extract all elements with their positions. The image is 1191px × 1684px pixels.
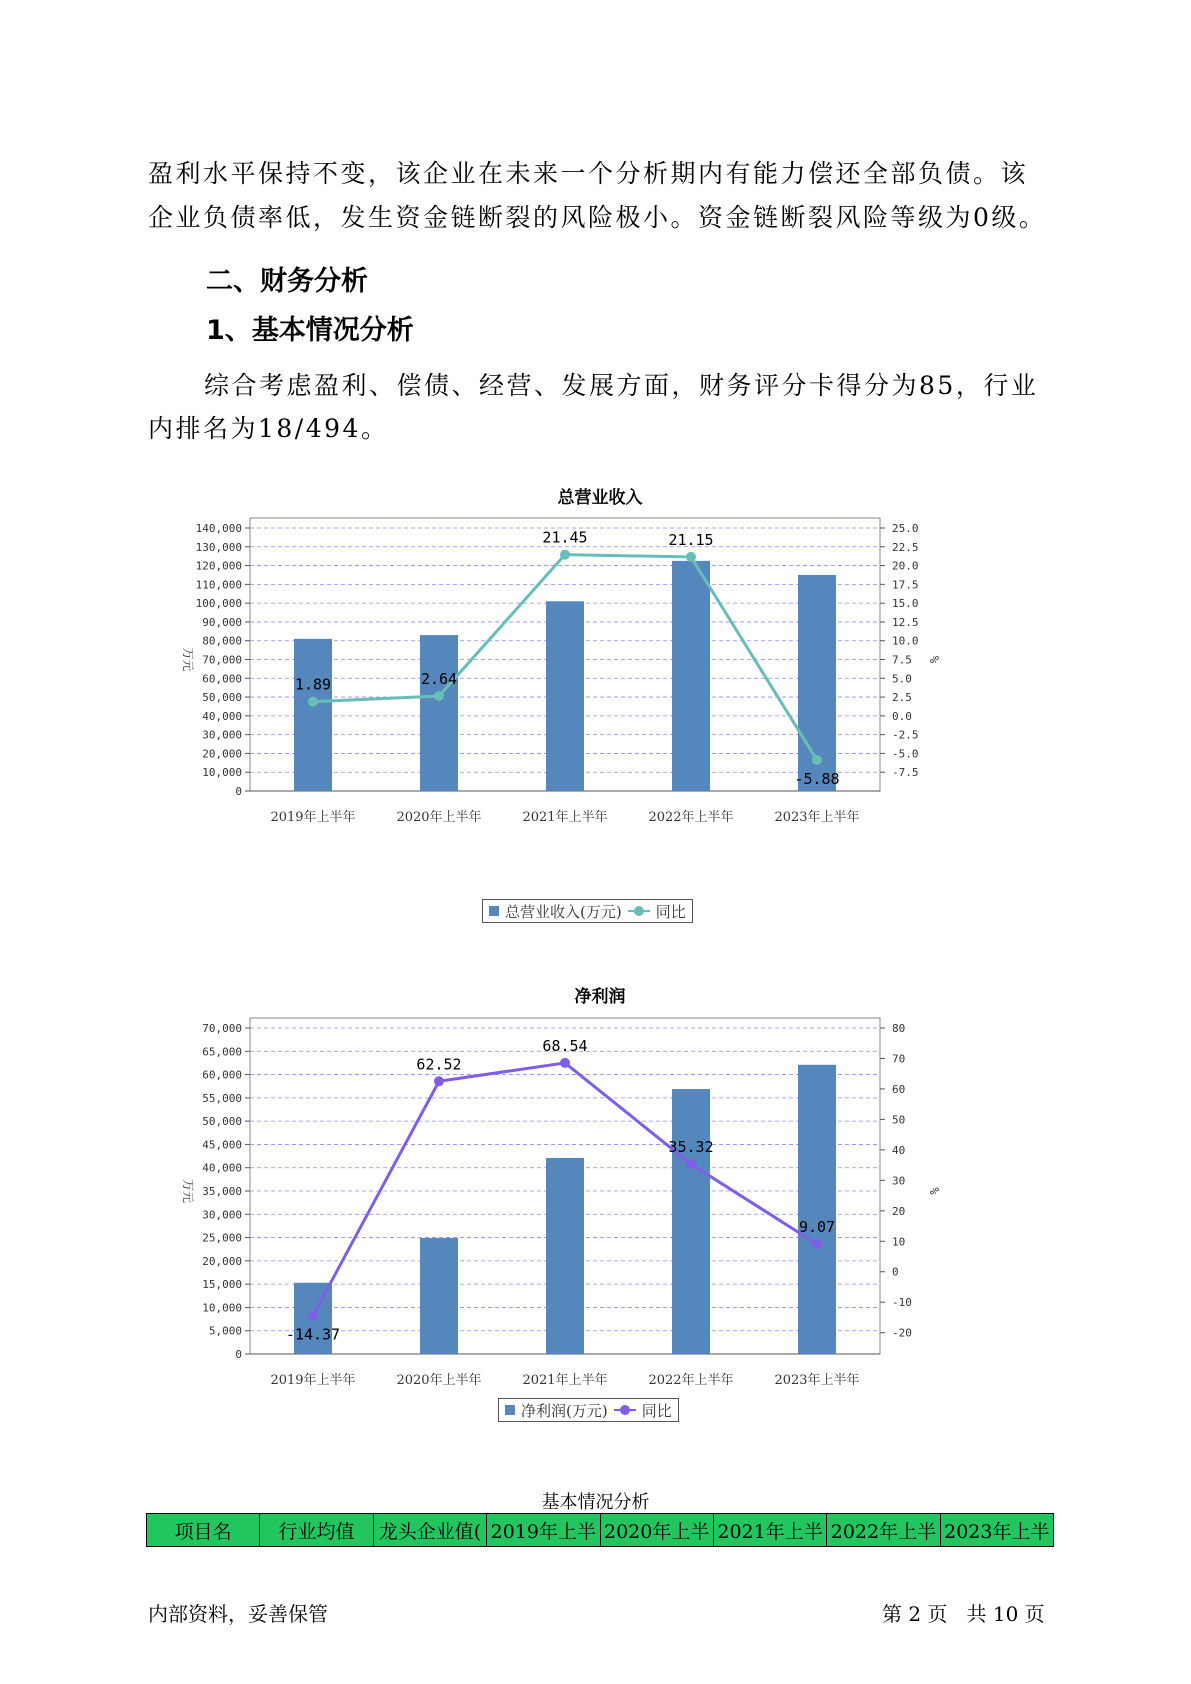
y-tick-label: 50,000 bbox=[202, 1115, 242, 1129]
footer-page-number: 第 2 页 共 10 页 bbox=[882, 1602, 1045, 1626]
y-tick-label: 60,000 bbox=[202, 672, 242, 686]
y2-tick-label: 60 bbox=[892, 1082, 906, 1096]
yoy-data-label: 21.15 bbox=[668, 530, 714, 549]
legend-bar-swatch bbox=[489, 906, 499, 916]
legend-bar-label: 净利润(万元) bbox=[521, 1401, 608, 1420]
y-tick-label: 60,000 bbox=[202, 1068, 242, 1082]
bar bbox=[294, 639, 332, 791]
yoy-point bbox=[686, 552, 696, 562]
yoy-data-label: -5.88 bbox=[794, 770, 840, 789]
y-tick-label: 110,000 bbox=[195, 578, 242, 592]
yoy-point bbox=[308, 1311, 318, 1321]
bar bbox=[672, 1089, 710, 1354]
y2-axis-label: % bbox=[927, 1187, 941, 1195]
y2-tick-label: 20.0 bbox=[892, 559, 919, 573]
yoy-point bbox=[434, 691, 444, 701]
x-tick-label: 2023年上半年 bbox=[774, 810, 860, 825]
y-tick-label: 10,000 bbox=[202, 766, 242, 780]
y-tick-label: 35,000 bbox=[202, 1185, 242, 1198]
legend-bar-swatch bbox=[505, 1405, 515, 1415]
bar bbox=[798, 1065, 836, 1354]
y2-tick-label: 15.0 bbox=[892, 597, 919, 611]
y-tick-label: 80,000 bbox=[202, 634, 242, 648]
y2-tick-label: 30 bbox=[892, 1174, 906, 1188]
y-tick-label: 40,000 bbox=[202, 709, 242, 723]
yoy-data-label: 35.32 bbox=[668, 1138, 714, 1157]
table-header-cell: 2020年上半 bbox=[600, 1514, 713, 1547]
y-tick-label: 140,000 bbox=[195, 522, 242, 535]
y-tick-label: 10,000 bbox=[202, 1301, 242, 1315]
y-tick-label: 15,000 bbox=[202, 1278, 242, 1292]
footer-left: 内部资料，妥善保管 bbox=[148, 1602, 328, 1626]
legend-line-label: 同比 bbox=[655, 902, 686, 921]
y-tick-label: 100,000 bbox=[195, 597, 242, 611]
y2-tick-label: 25.0 bbox=[892, 522, 919, 535]
yoy-data-label: 1.89 bbox=[294, 675, 332, 694]
yoy-point bbox=[560, 1058, 570, 1068]
y-tick-label: 90,000 bbox=[202, 615, 242, 629]
chart-2-legend bbox=[498, 1398, 679, 1422]
x-tick-label: 2020年上半年 bbox=[396, 810, 482, 825]
chart-1-title: 总营业收入 bbox=[557, 488, 643, 508]
y-tick-label: 20,000 bbox=[202, 1254, 242, 1268]
y2-tick-label: 20 bbox=[892, 1204, 906, 1218]
legend-line-swatch bbox=[628, 905, 650, 917]
y2-tick-label: 5.0 bbox=[892, 672, 912, 686]
score-line-2: 内排名为18/494。 bbox=[148, 414, 389, 443]
yoy-point bbox=[308, 697, 318, 707]
bar bbox=[546, 1158, 584, 1354]
basic-analysis-table bbox=[146, 1513, 1054, 1547]
y-tick-label: 30,000 bbox=[202, 1208, 242, 1222]
y-tick-label: 130,000 bbox=[195, 540, 242, 554]
table-header-cell: 2023年上半 bbox=[940, 1514, 1053, 1547]
x-tick-label: 2022年上半年 bbox=[648, 1373, 734, 1388]
y-tick-label: 5,000 bbox=[208, 1324, 242, 1338]
bar bbox=[546, 601, 584, 791]
y2-tick-label: 80 bbox=[892, 1022, 906, 1035]
yoy-point bbox=[812, 755, 822, 765]
yoy-data-label: -14.37 bbox=[285, 1325, 341, 1344]
y2-tick-label: 12.5 bbox=[892, 615, 919, 629]
x-tick-label: 2020年上半年 bbox=[396, 1373, 482, 1388]
yoy-data-label: 9.07 bbox=[798, 1218, 836, 1237]
yoy-point bbox=[812, 1239, 822, 1249]
y-tick-label: 40,000 bbox=[202, 1161, 242, 1175]
y2-tick-label: 40 bbox=[892, 1143, 906, 1157]
y2-tick-label: -2.5 bbox=[892, 728, 919, 742]
revenue-chart bbox=[170, 508, 1040, 898]
y-tick-label: 120,000 bbox=[195, 559, 242, 573]
intro-line-2: 企业负债率低，发生资金链断裂的风险极小。资金链断裂风险等级为0级。 bbox=[148, 203, 1047, 232]
sub-heading: 1、基本情况分析 bbox=[206, 315, 414, 346]
y2-tick-label: -7.5 bbox=[892, 766, 919, 780]
yoy-data-label: 68.54 bbox=[542, 1036, 588, 1055]
legend-bar-label: 总营业收入(万元) bbox=[505, 902, 622, 921]
y2-tick-label: 0.0 bbox=[892, 709, 912, 723]
y-tick-label: 70,000 bbox=[202, 1022, 242, 1035]
y2-tick-label: 10 bbox=[892, 1235, 906, 1249]
table-header-cell: 行业均值 bbox=[260, 1514, 373, 1547]
table-header-cell: 项目名 bbox=[147, 1514, 260, 1547]
y2-tick-label: 17.5 bbox=[892, 578, 919, 592]
yoy-data-label: 2.64 bbox=[420, 670, 458, 689]
bar bbox=[420, 635, 458, 791]
yoy-data-label: 21.45 bbox=[542, 528, 588, 547]
y-tick-label: 50,000 bbox=[202, 691, 242, 705]
y-axis-label: 万元 bbox=[181, 647, 195, 672]
y-tick-label: 30,000 bbox=[202, 728, 242, 742]
y-axis-label: 万元 bbox=[181, 1178, 195, 1204]
intro-line-1: 盈利水平保持不变，该企业在未来一个分析期内有能力偿还全部负债。该 bbox=[148, 159, 1029, 188]
y2-tick-label: 22.5 bbox=[892, 540, 919, 554]
y2-tick-label: 2.5 bbox=[892, 691, 912, 705]
y2-tick-label: 0 bbox=[892, 1265, 899, 1279]
y-tick-label: 45,000 bbox=[202, 1138, 242, 1152]
table-header-row bbox=[147, 1514, 1054, 1547]
y2-tick-label: 70 bbox=[892, 1052, 906, 1066]
bar bbox=[672, 561, 710, 791]
bar bbox=[420, 1238, 458, 1354]
y2-tick-label: -20 bbox=[892, 1326, 912, 1340]
net-profit-chart bbox=[170, 1008, 1040, 1398]
chart-1-legend bbox=[482, 899, 693, 923]
x-tick-label: 2023年上半年 bbox=[774, 1373, 860, 1388]
x-tick-label: 2019年上半年 bbox=[270, 810, 356, 825]
table-caption: 基本情况分析 bbox=[541, 1492, 650, 1513]
yoy-data-label: 62.52 bbox=[416, 1055, 462, 1074]
y2-tick-label: -10 bbox=[892, 1296, 912, 1310]
y2-tick-label: 50 bbox=[892, 1113, 906, 1127]
table-header-cell: 2021年上半 bbox=[713, 1514, 826, 1547]
y-tick-label: 0 bbox=[235, 785, 242, 798]
x-tick-label: 2022年上半年 bbox=[648, 810, 734, 825]
y-tick-label: 25,000 bbox=[202, 1231, 242, 1245]
table-header-cell: 2022年上半 bbox=[827, 1514, 940, 1547]
yoy-point bbox=[560, 550, 570, 560]
legend-line-swatch bbox=[614, 1404, 636, 1416]
y2-tick-label: -5.0 bbox=[892, 747, 919, 761]
table-header-cell: 2019年上半 bbox=[487, 1514, 600, 1547]
x-tick-label: 2021年上半年 bbox=[522, 810, 608, 825]
y-tick-label: 65,000 bbox=[202, 1045, 242, 1059]
y-tick-label: 55,000 bbox=[202, 1091, 242, 1105]
x-tick-label: 2019年上半年 bbox=[270, 1373, 356, 1388]
x-tick-label: 2021年上半年 bbox=[522, 1373, 608, 1388]
legend-line-label: 同比 bbox=[641, 1401, 672, 1420]
yoy-point bbox=[434, 1076, 444, 1086]
y-tick-label: 20,000 bbox=[202, 747, 242, 761]
table-header-cell: 龙头企业值( bbox=[373, 1514, 486, 1547]
y2-axis-label: % bbox=[927, 655, 941, 664]
section-heading: 二、财务分析 bbox=[206, 266, 368, 297]
score-line-1: 综合考虑盈利、偿债、经营、发展方面，财务评分卡得分为85，行业 bbox=[204, 371, 1039, 400]
y-tick-label: 70,000 bbox=[202, 653, 242, 667]
yoy-point bbox=[686, 1159, 696, 1169]
y-tick-label: 0 bbox=[235, 1348, 242, 1361]
y2-tick-label: 10.0 bbox=[892, 634, 919, 648]
y2-tick-label: 7.5 bbox=[892, 653, 912, 667]
chart-2-title: 净利润 bbox=[574, 987, 626, 1007]
